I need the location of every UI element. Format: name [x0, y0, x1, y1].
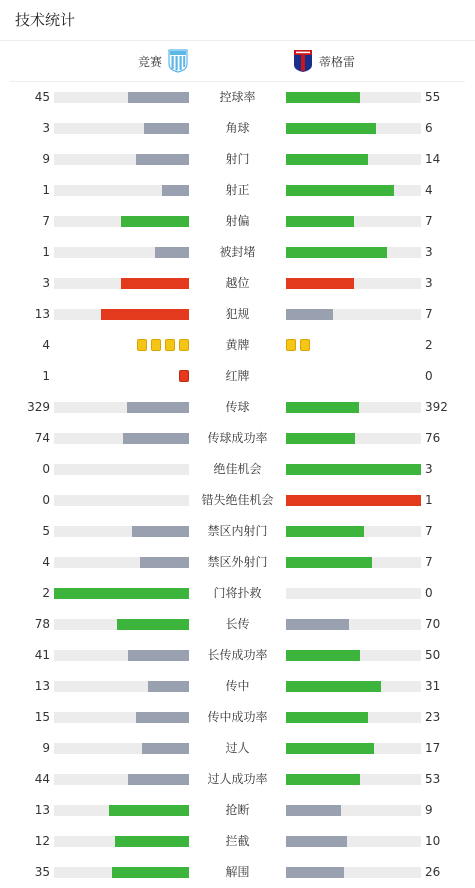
home-cards — [179, 370, 189, 383]
home-stat-bar — [54, 216, 189, 227]
home-stat-value: 0 — [42, 462, 50, 476]
home-stat-value: 329 — [27, 400, 50, 414]
away-stat-value: 7 — [425, 214, 433, 228]
home-stat-value: 1 — [42, 245, 50, 259]
away-stat-bar-fill — [286, 650, 360, 661]
home-stat-value: 78 — [34, 617, 50, 631]
home-stat-bar-fill — [112, 867, 189, 878]
home-stat-value: 13 — [34, 803, 50, 817]
stats-list — [0, 82, 475, 888]
stat-label: 犯规 — [225, 307, 250, 321]
away-stat-value: 3 — [425, 276, 433, 290]
home-stat-bar — [54, 588, 189, 599]
stat-row[interactable] — [0, 826, 475, 857]
stat-label: 传中成功率 — [207, 710, 268, 724]
home-stat-bar-fill — [155, 247, 189, 258]
away-stat-value: 26 — [425, 865, 441, 879]
away-stat-value: 3 — [425, 462, 433, 476]
stat-label: 解围 — [225, 865, 250, 879]
away-stat-value: 53 — [425, 772, 441, 786]
stat-row[interactable] — [0, 423, 475, 454]
away-stat-bar — [286, 154, 421, 165]
stat-label: 传中 — [225, 679, 250, 693]
stat-label: 控球率 — [219, 90, 256, 104]
home-stat-value: 4 — [42, 338, 50, 352]
away-stat-bar-fill — [286, 712, 368, 723]
stat-label: 禁区内射门 — [207, 524, 268, 538]
away-stat-bar-fill — [286, 278, 354, 289]
racing-club-crest-icon — [168, 49, 188, 73]
stat-row[interactable] — [0, 764, 475, 795]
home-stat-value: 15 — [34, 710, 50, 724]
stat-row[interactable] — [0, 795, 475, 826]
home-stat-bar-fill — [121, 216, 189, 227]
stat-row[interactable] — [0, 485, 475, 516]
away-stat-bar-fill — [286, 774, 360, 785]
away-stat-value: 7 — [425, 307, 433, 321]
stat-row[interactable] — [0, 206, 475, 237]
away-stat-value: 7 — [425, 524, 433, 538]
away-stat-bar-fill — [286, 402, 359, 413]
away-stat-bar — [286, 123, 421, 134]
away-stat-bar-fill — [286, 185, 394, 196]
away-stat-bar-fill — [286, 867, 344, 878]
away-stat-bar — [286, 681, 421, 692]
home-stat-bar-fill — [140, 557, 189, 568]
away-stat-value: 0 — [425, 586, 433, 600]
red-card-icon — [179, 370, 189, 382]
away-stat-bar — [286, 495, 421, 506]
stat-row[interactable] — [0, 578, 475, 609]
away-stat-bar — [286, 92, 421, 103]
stat-row[interactable] — [0, 82, 475, 113]
stat-row[interactable] — [0, 702, 475, 733]
away-team-name: 蒂格雷 — [319, 54, 356, 69]
away-stat-bar-fill — [286, 681, 381, 692]
home-stat-bar-fill — [148, 681, 189, 692]
stat-label: 抢断 — [225, 803, 250, 817]
away-stat-bar-fill — [286, 123, 376, 134]
stat-label: 被封堵 — [219, 245, 256, 259]
away-stat-bar-fill — [286, 619, 349, 630]
teams-bar — [10, 41, 465, 82]
home-stat-bar — [54, 867, 189, 878]
home-stat-bar — [54, 650, 189, 661]
away-stat-bar-fill — [286, 495, 421, 506]
home-stat-bar-fill — [117, 619, 189, 630]
away-stat-bar — [286, 309, 421, 320]
home-stat-value: 44 — [34, 772, 50, 786]
home-stat-bar — [54, 743, 189, 754]
stat-row[interactable] — [0, 547, 475, 578]
home-stat-bar-fill — [109, 805, 189, 816]
stat-label: 过人成功率 — [207, 772, 268, 786]
home-stat-value: 74 — [34, 431, 50, 445]
stat-label: 长传成功率 — [207, 648, 268, 662]
home-stat-bar-fill — [162, 185, 189, 196]
home-stat-bar-fill — [136, 154, 189, 165]
away-stat-value: 1 — [425, 493, 433, 507]
stat-label: 越位 — [225, 276, 250, 290]
stat-row[interactable] — [0, 299, 475, 330]
home-stat-value: 1 — [42, 183, 50, 197]
home-stat-bar — [54, 309, 189, 320]
away-stat-value: 0 — [425, 369, 433, 383]
home-stat-value: 3 — [42, 276, 50, 290]
home-stat-bar — [54, 123, 189, 134]
stat-row[interactable] — [0, 175, 475, 206]
stat-row[interactable] — [0, 454, 475, 485]
stat-row[interactable] — [0, 330, 475, 361]
home-stat-bar — [54, 619, 189, 630]
home-stat-bar — [54, 774, 189, 785]
away-stat-value: 3 — [425, 245, 433, 259]
away-stat-bar — [286, 805, 421, 816]
home-stat-value: 41 — [34, 648, 50, 662]
home-stat-bar-fill — [123, 433, 189, 444]
stat-row[interactable] — [0, 237, 475, 268]
home-stat-bar — [54, 526, 189, 537]
home-stat-bar — [54, 278, 189, 289]
stat-label: 射正 — [225, 183, 250, 197]
home-stat-value: 4 — [42, 555, 50, 569]
away-stat-value: 55 — [425, 90, 441, 104]
stat-label: 禁区外射门 — [207, 555, 268, 569]
home-stat-bar-fill — [128, 650, 189, 661]
stat-row[interactable] — [0, 144, 475, 175]
home-team[interactable] — [138, 49, 188, 73]
home-stat-bar — [54, 805, 189, 816]
away-stat-bar-fill — [286, 154, 368, 165]
away-stat-value: 4 — [425, 183, 433, 197]
home-stat-bar-fill — [127, 402, 189, 413]
away-stat-bar — [286, 650, 421, 661]
away-stat-value: 2 — [425, 338, 433, 352]
away-stat-value: 17 — [425, 741, 441, 755]
away-stat-value: 70 — [425, 617, 441, 631]
away-stat-bar — [286, 712, 421, 723]
away-stat-bar — [286, 867, 421, 878]
home-stat-value: 9 — [42, 741, 50, 755]
away-stat-bar — [286, 774, 421, 785]
away-stat-bar-fill — [286, 836, 347, 847]
yellow-card-icon — [179, 339, 189, 351]
tigre-crest-icon — [293, 49, 313, 73]
away-stat-bar-fill — [286, 526, 364, 537]
stat-label: 门将扑救 — [213, 586, 262, 600]
away-stat-value: 10 — [425, 834, 441, 848]
away-stat-value: 9 — [425, 803, 433, 817]
away-stat-bar-fill — [286, 464, 421, 475]
away-stat-bar — [286, 836, 421, 847]
away-stat-bar — [286, 216, 421, 227]
away-stat-bar — [286, 588, 421, 599]
away-stat-bar — [286, 464, 421, 475]
stat-label: 黄牌 — [225, 338, 250, 352]
away-stat-value: 7 — [425, 555, 433, 569]
home-stat-bar-fill — [132, 526, 189, 537]
stat-row[interactable] — [0, 516, 475, 547]
away-stat-bar-fill — [286, 216, 354, 227]
stat-label: 错失绝佳机会 — [201, 493, 274, 507]
away-stat-bar-fill — [286, 557, 372, 568]
home-stat-bar-fill — [142, 743, 189, 754]
home-stat-bar-fill — [101, 309, 189, 320]
away-stat-value: 6 — [425, 121, 433, 135]
home-stat-bar-fill — [121, 278, 189, 289]
home-stat-value: 5 — [42, 524, 50, 538]
yellow-card-icon — [300, 339, 310, 351]
stat-label: 拦截 — [225, 834, 250, 848]
home-stat-bar — [54, 557, 189, 568]
stat-row[interactable] — [0, 609, 475, 640]
home-stat-value: 9 — [42, 152, 50, 166]
stat-label: 长传 — [225, 617, 250, 631]
away-stat-bar-fill — [286, 309, 333, 320]
home-stat-bar — [54, 185, 189, 196]
stat-row[interactable] — [0, 671, 475, 702]
home-cards — [137, 339, 189, 352]
away-stat-bar-fill — [286, 247, 387, 258]
yellow-card-icon — [165, 339, 175, 351]
home-stat-value: 13 — [34, 307, 50, 321]
away-stat-bar-fill — [286, 92, 360, 103]
home-stat-value: 45 — [34, 90, 50, 104]
stat-row[interactable] — [0, 640, 475, 671]
away-stat-value: 14 — [425, 152, 441, 166]
home-stat-value: 0 — [42, 493, 50, 507]
stat-label: 射偏 — [225, 214, 250, 228]
home-stat-bar — [54, 433, 189, 444]
home-stat-bar-fill — [54, 588, 189, 599]
home-stat-bar — [54, 495, 189, 506]
yellow-card-icon — [137, 339, 147, 351]
home-stat-value: 13 — [34, 679, 50, 693]
home-stat-bar — [54, 247, 189, 258]
stat-row[interactable] — [0, 113, 475, 144]
away-stat-bar-fill — [286, 743, 374, 754]
home-stat-value: 7 — [42, 214, 50, 228]
home-stat-bar — [54, 92, 189, 103]
home-stat-value: 35 — [34, 865, 50, 879]
stat-label: 传球成功率 — [207, 431, 268, 445]
stat-row[interactable] — [0, 392, 475, 423]
home-stat-bar-fill — [136, 712, 189, 723]
away-stat-value: 76 — [425, 431, 441, 445]
away-stat-bar — [286, 619, 421, 630]
stat-row[interactable] — [0, 361, 475, 392]
home-stat-bar — [54, 681, 189, 692]
stat-row[interactable] — [0, 857, 475, 888]
away-stat-bar-fill — [286, 433, 355, 444]
away-stat-bar — [286, 557, 421, 568]
stat-label: 射门 — [225, 152, 250, 166]
home-stat-value: 1 — [42, 369, 50, 383]
stat-label: 过人 — [225, 741, 250, 755]
away-team[interactable] — [293, 49, 355, 73]
away-stat-bar — [286, 278, 421, 289]
away-stat-value: 50 — [425, 648, 441, 662]
home-stat-value: 2 — [42, 586, 50, 600]
home-stat-bar-fill — [128, 774, 189, 785]
stat-label: 角球 — [225, 121, 250, 135]
section-title: 技术统计 — [0, 0, 475, 41]
away-stat-value: 23 — [425, 710, 441, 724]
home-stat-bar-fill — [115, 836, 189, 847]
away-stat-bar — [286, 433, 421, 444]
stat-label: 红牌 — [225, 369, 250, 383]
home-stat-bar — [54, 402, 189, 413]
home-stat-value: 12 — [34, 834, 50, 848]
away-stat-value: 31 — [425, 679, 441, 693]
away-cards — [286, 339, 310, 352]
home-stat-bar-fill — [128, 92, 189, 103]
home-stat-bar — [54, 154, 189, 165]
home-stat-bar — [54, 836, 189, 847]
away-stat-bar — [286, 402, 421, 413]
home-stat-bar — [54, 464, 189, 475]
stat-label: 传球 — [225, 400, 250, 414]
away-stat-bar — [286, 247, 421, 258]
home-stat-bar-fill — [144, 123, 189, 134]
yellow-card-icon — [151, 339, 161, 351]
away-stat-bar-fill — [286, 805, 341, 816]
yellow-card-icon — [286, 339, 296, 351]
home-stat-bar — [54, 712, 189, 723]
home-stat-value: 3 — [42, 121, 50, 135]
stat-row[interactable] — [0, 733, 475, 764]
away-stat-bar — [286, 185, 421, 196]
away-stat-value: 392 — [425, 400, 448, 414]
away-stat-bar — [286, 743, 421, 754]
stat-label: 绝佳机会 — [213, 462, 262, 476]
away-stat-bar — [286, 526, 421, 537]
home-team-name: 竞赛 — [138, 54, 163, 69]
stat-row[interactable] — [0, 268, 475, 299]
